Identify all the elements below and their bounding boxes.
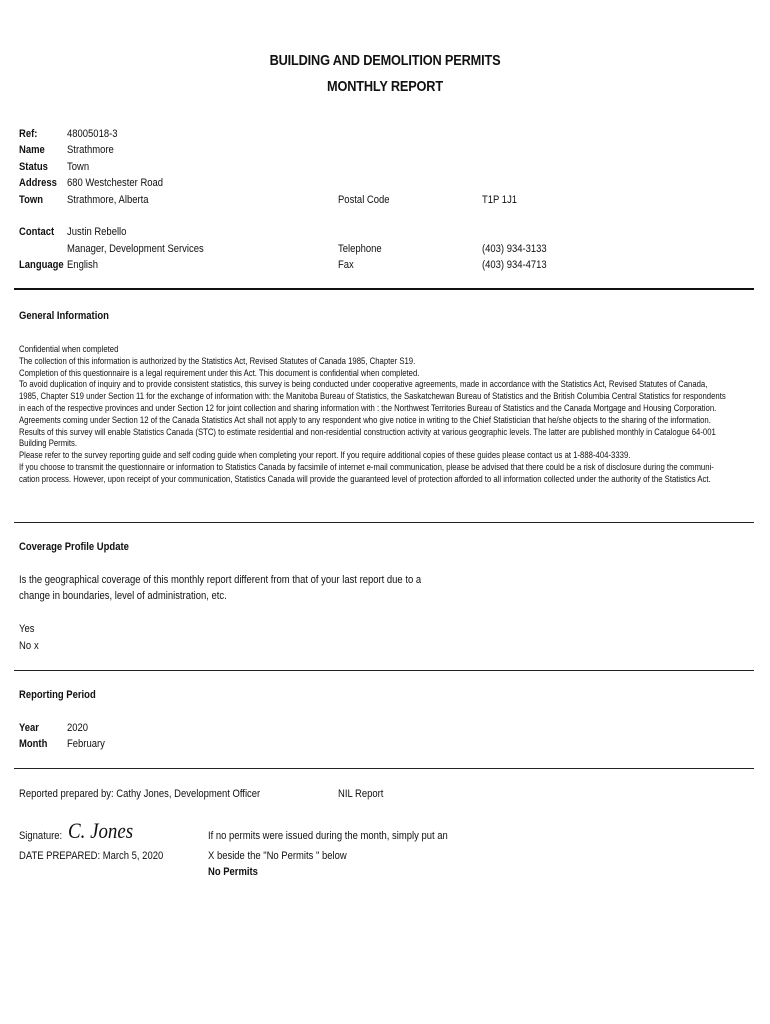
language-label: Language xyxy=(19,259,64,271)
signature-label: Signature: xyxy=(19,830,63,842)
nil-report-label: NIL Report xyxy=(338,788,384,800)
town-label: Town xyxy=(19,194,43,206)
date-prepared: DATE PREPARED: March 5, 2020 xyxy=(19,850,164,862)
ref-value: 48005018-3 xyxy=(67,128,118,140)
report-title-line2: MONTHLY REPORT xyxy=(327,78,443,95)
section-divider xyxy=(14,768,754,769)
year-label: Year xyxy=(19,722,39,734)
name-value: Strathmore xyxy=(67,144,114,156)
general-info-line: 1985, Chapter S19 under Section 11 for the exchange of information with: the Manitoba Bureau of Statistics, the Saskatchewan Bureau of Statistics and the British Columbia Central Statistics for respondents xyxy=(19,391,726,402)
section-divider xyxy=(14,522,754,523)
general-info-line: in each of the respective provinces and under Section 12 for joint collection and sharing information with : the Northwest Territories Bureau of Statistics and the Canada Mortgage and Housing Corporation. xyxy=(19,402,717,413)
month-label: Month xyxy=(19,738,48,750)
contact-label: Contact xyxy=(19,226,55,238)
nil-instruction-line1: If no permits were issued during the month, simply put an xyxy=(208,830,448,842)
section-divider xyxy=(14,670,754,671)
coverage-no-option[interactable]: No xyxy=(19,640,32,652)
address-value: 680 Westchester Road xyxy=(67,177,164,189)
status-label: Status xyxy=(19,161,48,173)
reporting-period-heading: Reporting Period xyxy=(19,689,96,701)
general-info-line: If you choose to transmit the questionnaire or information to Statistics Canada by facsimile of internet e-mail communication, please be advised that there could be a risk of disclosure during the communi- xyxy=(19,461,714,472)
no-permits-option[interactable]: No Permits xyxy=(208,866,258,878)
general-info-line: Agreements coming under Section 12 of the Canada Statistics Act shall not apply to any respondent who give notice in writing to the Chief Statistician that he/she objects to the sharing of the information. xyxy=(19,414,711,425)
general-info-text xyxy=(19,344,726,486)
general-info-line: The collection of this information is authorized by the Statistics Act, Revised Statutes of Canada 1985, Chapter S19. xyxy=(19,355,416,366)
fax-value: (403) 934-4713 xyxy=(482,259,547,271)
ref-label: Ref: xyxy=(19,128,38,140)
address-label: Address xyxy=(19,177,57,189)
contact-title: Manager, Development Services xyxy=(67,243,204,255)
coverage-no-mark: x xyxy=(34,640,39,652)
general-info-line: Please refer to the survey reporting guide and self coding guide when completing your report. If you require additional copies of these guides please contact us at 1-888-404-3339. xyxy=(19,450,631,461)
general-info-line: Completion of this questionnaire is a legal requirement under this Act. This document is confidential when completed. xyxy=(19,367,420,378)
nil-instruction-line2: X beside the "No Permits " below xyxy=(208,850,347,862)
year-value: 2020 xyxy=(67,722,89,734)
prepared-by: Reported prepared by: Cathy Jones, Development Officer xyxy=(19,788,261,800)
general-info-line: cation process. However, upon receipt of your communication, Statistics Canada will provide the guaranteed level of protection afforded to all information collected under the authority of the Statistics Act. xyxy=(19,473,711,484)
general-info-line: To avoid duplication of inquiry and to provide consistent statistics, this survey is being conducted under cooperative agreements, made in accordance with the Statistics Act, Revised Statutes of Canada, xyxy=(19,379,708,390)
section-divider xyxy=(14,288,754,290)
telephone-label: Telephone xyxy=(338,243,382,255)
report-title-line1: BUILDING AND DEMOLITION PERMITS xyxy=(269,52,501,69)
language-value: English xyxy=(67,259,99,271)
fax-label: Fax xyxy=(338,259,354,271)
postal-code-label: Postal Code xyxy=(338,194,390,206)
coverage-question-line1: Is the geographical coverage of this monthly report different from that of your last report due to a xyxy=(19,574,422,586)
coverage-yes-option[interactable]: Yes xyxy=(19,623,35,635)
coverage-heading: Coverage Profile Update xyxy=(19,541,129,553)
general-info-line: Building Permits. xyxy=(19,438,78,449)
status-value: Town xyxy=(67,161,90,173)
signature: C. Jones xyxy=(68,818,134,843)
month-value: February xyxy=(67,738,105,750)
coverage-question-line2: change in boundaries, level of administration, etc. xyxy=(19,590,227,602)
name-label: Name xyxy=(19,144,45,156)
general-info-line: Results of this survey will enable Statistics Canada (STC) to estimate residential and non-residential construction activity at various geographic levels. The latter are published monthly in Catalogue 64-001 xyxy=(19,426,716,437)
telephone-value: (403) 934-3133 xyxy=(482,243,547,255)
postal-code-value: T1P 1J1 xyxy=(482,194,518,206)
contact-name: Justin Rebello xyxy=(67,226,127,238)
general-info-line: Confidential when completed xyxy=(19,344,119,354)
town-value: Strathmore, Alberta xyxy=(67,194,149,206)
general-info-heading: General Information xyxy=(19,310,109,322)
